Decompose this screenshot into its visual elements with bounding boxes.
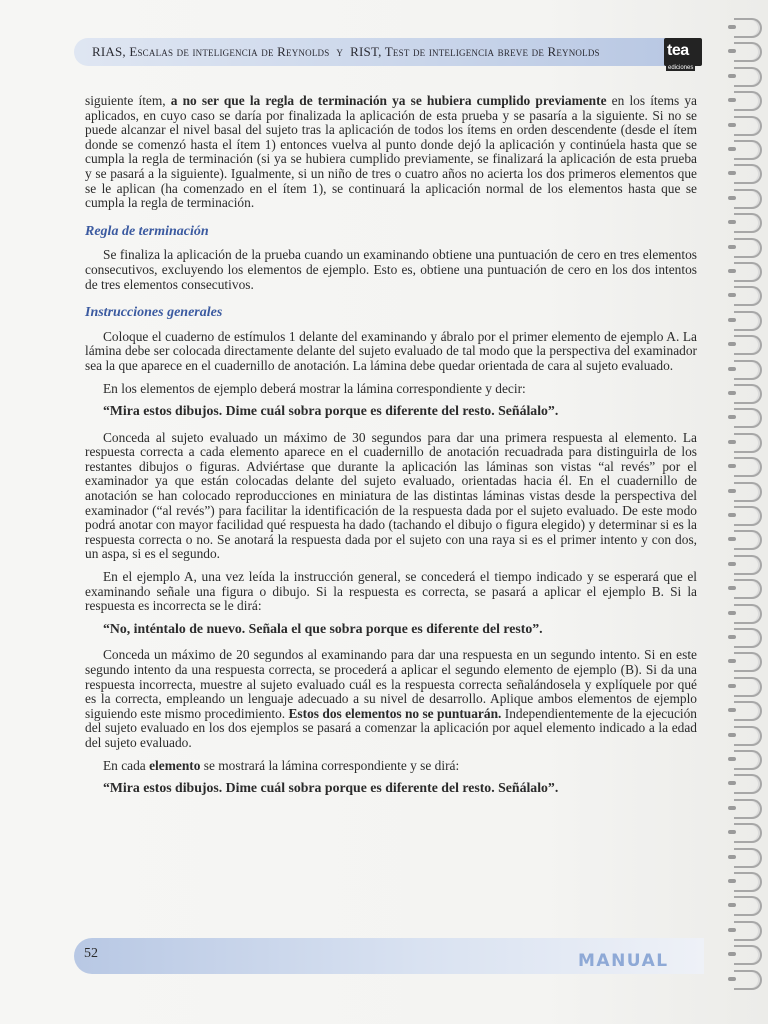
heading-general-instructions: Instrucciones generales [85, 305, 223, 321]
footer-manual-label: MANUAL [578, 951, 669, 971]
spiral-ring [734, 164, 762, 184]
spiral-ring [734, 652, 762, 672]
spiral-ring [734, 360, 762, 380]
running-header [92, 44, 600, 60]
spiral-ring [734, 91, 762, 111]
paragraph-8-bold: elemento [149, 757, 201, 773]
spiral-ring [734, 408, 762, 428]
publisher-logo [664, 38, 704, 74]
spiral-ring [734, 18, 762, 38]
paragraph-6: En el ejemplo A, una vez leída la instrucción general, se concederá el tiempo indicado y se esperará que el examinando señale una figura o dibujo. Si la respuesta es correcta, se pasará a aplicar el ejemplo B. Si la respuesta es incorrecta se le dirá: [85, 569, 697, 614]
spiral-ring [734, 189, 762, 209]
paragraph-8-text-a: En cada [103, 757, 150, 773]
header-title-left: RIAS, Escalas de inteligencia de Reynolds [92, 44, 330, 59]
paragraph-8 [85, 759, 697, 774]
spiral-ring [734, 42, 762, 62]
spiral-ring [734, 238, 762, 258]
spiral-ring [734, 677, 762, 697]
body-text [85, 94, 697, 808]
spiral-ring [734, 457, 762, 477]
spiral-ring [734, 701, 762, 721]
header-title-right: RIST, Test de inteligencia breve de Reynolds [350, 44, 600, 59]
spiral-ring [734, 67, 762, 87]
logo-subtext: ediciones [668, 65, 694, 71]
paragraph-4: En los elementos de ejemplo deberá mostrar la lámina correspondiente y decir: [103, 380, 526, 396]
spiral-binding [728, 18, 768, 1008]
paragraph-1-text-b: en los ítems ya aplicados, en cuyo caso se daría por finalizada la aplicación de esta prueba y se pasaría a la siguiente. Si no se puede alcanzar el nivel basal del sujeto tras la aplicación de todos los ítems en orden descendente (desde el ítem donde se comenzó hasta el ítem 1) entonces vuelva al punto donde dejó la aplicación y continúela hasta que se cumpla la regla de terminación (si ya se hubiera cumplido previamente, se finalizará la aplicación de esta prueba y se pasará a la siguiente). Igualmente, si un niño de tres o cuatro años no acierta los dos primeros elementos que se le aplican (ha comenzado en el ítem 1), se continuará la aplicación normal de los elementos hasta que se cumpla la regla de terminación. [85, 93, 697, 211]
paragraph-8-text-b: se mostrará la lámina correspondiente y se dirá: [200, 757, 460, 773]
spiral-ring [734, 896, 762, 916]
spiral-ring [734, 384, 762, 404]
spiral-ring [734, 555, 762, 575]
paragraph-3: Coloque el cuaderno de estímulos 1 delante del examinando y ábralo por el primer elemento de ejemplo A. La lámina debe ser colocada directamente delante del sujeto evaluado de tal modo que la perspectiva del examinador sea la que aparece en el cuadernillo de anotación. La lámina debe quedar orientada de cara al sujeto evaluado. [85, 328, 697, 373]
paragraph-7-text-a: Conceda un máximo de 20 segundos al examinando para dar una respuesta en un segundo intento. Si en este segundo intento da una respuesta correcta, se procederá a aplicar el segundo elemento de ejemplo (B). Si da una respuesta incorrecta, muestre al sujeto evaluado cuál es la respuesta correcta señalándosela y explíquele por qué es la correcta, empleando un lenguaje adecuado a su nivel de desarrollo. Aplique ambos elementos de ejemplo siguiendo este mismo procedimiento. [85, 647, 697, 721]
instruction-quote-3: “Mira estos dibujos. Dime cuál sobra porque es diferente del resto. Señálalo”. [103, 780, 559, 796]
paragraph-7-bold: Estos dos elementos no se puntuarán. [288, 705, 502, 721]
header-title-join: y [336, 44, 344, 59]
spiral-ring [734, 116, 762, 136]
page-number: 52 [84, 946, 98, 961]
spiral-ring [734, 750, 762, 770]
spiral-ring [734, 799, 762, 819]
paragraph-5: Conceda al sujeto evaluado un máximo de 30 segundos para dar una primera respuesta al elemento. La respuesta correcta a cada elemento aparece en el cuadernillo de anotación recuadrada para distinguirla de los restantes dibujos o figuras. Adviértase que durante la aplicación las láminas son vistas “al revés” por el examinador ya que están colocadas delante del sujeto evaluado, orientadas hacia él. En el cuadernillo de anotación se han colocado reproducciones en miniatura de las distintas láminas vistas desde la perspectiva del examinador (“al revés”) para facilitar la identificación de la respuesta dada por el sujeto evaluado. De este modo podrá anotar con mayor facilidad qué respuesta ha dado (tachando el dibujo o figura elegido) y determinar si es la respuesta correcta o no. Se anotará la respuesta dada por el sujeto con una raya si es el primer intento y con dos, un aspa, si es el segundo. [85, 429, 697, 562]
paragraph-7-text-b: Independientemente de la ejecución del sujeto evaluado en los dos ejemplos se pasará a comenzar la aplicación por aquel elemento indicado a la edad del sujeto evaluado. [85, 705, 697, 750]
spiral-ring [734, 848, 762, 868]
spiral-ring [734, 530, 762, 550]
spiral-ring [734, 140, 762, 160]
instruction-quote-1: “Mira estos dibujos. Dime cuál sobra porque es diferente del resto. Señálalo”. [103, 403, 559, 419]
spiral-ring [734, 945, 762, 965]
spiral-ring [734, 286, 762, 306]
spiral-ring [734, 262, 762, 282]
spiral-ring [734, 726, 762, 746]
spiral-ring [734, 823, 762, 843]
paragraph-1-bold: a no ser que la regla de terminación ya se hubiera cumplido previamente [170, 93, 607, 108]
heading-termination-rule: Regla de terminación [85, 223, 209, 239]
spiral-ring [734, 921, 762, 941]
spiral-ring [734, 579, 762, 599]
spiral-ring [734, 604, 762, 624]
spiral-ring [734, 311, 762, 331]
spiral-ring [734, 970, 762, 990]
paragraph-2: Se finaliza la aplicación de la prueba cuando un examinando obtiene una puntuación de cero en tres elementos consecutivos, excluyendo los elementos de ejemplo. Esto es, obtiene una puntuación de cero en los dos intentos de tres elementos consecutivos. [85, 247, 697, 292]
logo-text: tea [667, 42, 689, 59]
paragraph-1 [85, 94, 697, 211]
spiral-ring [734, 433, 762, 453]
paragraph-7 [85, 648, 697, 750]
spiral-ring [734, 213, 762, 233]
spiral-ring [734, 335, 762, 355]
instruction-quote-2: “No, inténtalo de nuevo. Señala el que sobra porque es diferente del resto”. [103, 620, 543, 636]
spiral-ring [734, 774, 762, 794]
spiral-ring [734, 628, 762, 648]
spiral-ring [734, 482, 762, 502]
spiral-ring [734, 506, 762, 526]
paragraph-1-text-a: siguiente ítem, [85, 93, 171, 108]
spiral-ring [734, 872, 762, 892]
